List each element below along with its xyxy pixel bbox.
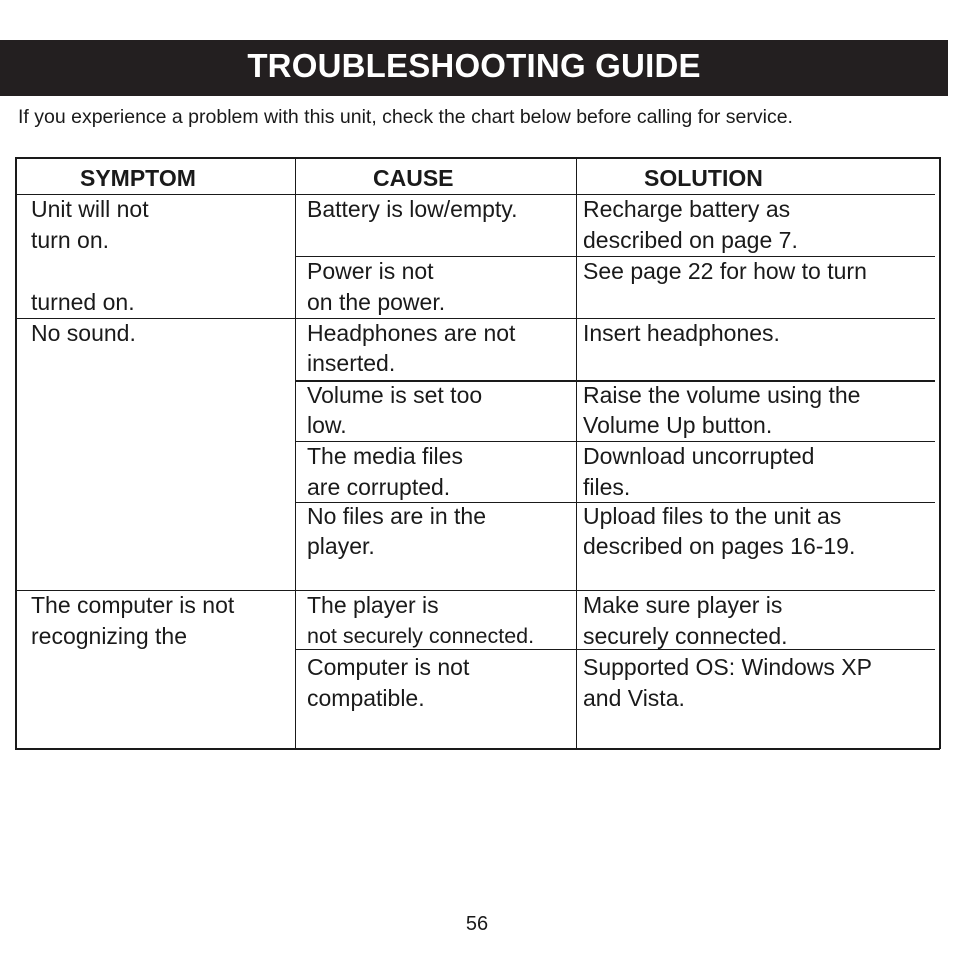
symptom-text: No sound. bbox=[31, 320, 136, 346]
cause-text: inserted. bbox=[307, 350, 396, 376]
intro-text: If you experience a problem with this unit, check the chart below before calling for service. bbox=[18, 106, 793, 128]
page-number: 56 bbox=[465, 913, 489, 935]
header-solution: SOLUTION bbox=[644, 165, 763, 191]
cause-text: The media files bbox=[307, 443, 463, 469]
solution-text: and Vista. bbox=[583, 685, 685, 711]
solution-text: securely connected. bbox=[583, 623, 788, 649]
table-border-top bbox=[15, 157, 940, 159]
header-cause: CAUSE bbox=[373, 165, 454, 191]
page-title: TROUBLESHOOTING GUIDE bbox=[247, 47, 701, 84]
cause-text: not securely connected. bbox=[307, 624, 535, 648]
table-border-right bbox=[939, 157, 941, 749]
solution-text: Download uncorrupted bbox=[583, 443, 815, 469]
cause-text: Headphones are not bbox=[307, 320, 516, 346]
cause-text: The player is bbox=[307, 592, 439, 618]
symptom-text: turned on. bbox=[31, 289, 135, 315]
cause-text: Computer is not bbox=[307, 654, 470, 680]
symptom-text: turn on. bbox=[31, 227, 109, 253]
solution-text: Raise the volume using the bbox=[583, 382, 861, 408]
cause-text: Power is not bbox=[307, 258, 434, 284]
cause-text: player. bbox=[307, 533, 375, 559]
symptom-text: Unit will not bbox=[31, 196, 149, 222]
solution-text: described on page 7. bbox=[583, 227, 798, 253]
solution-text: Volume Up button. bbox=[583, 412, 773, 438]
symptom-text: recognizing the bbox=[31, 623, 187, 649]
column-divider-2 bbox=[576, 157, 577, 749]
cause-text: compatible. bbox=[307, 685, 425, 711]
table-border-bottom bbox=[15, 748, 940, 750]
solution-text: Recharge battery as bbox=[583, 196, 791, 222]
cause-text: on the power. bbox=[307, 289, 446, 315]
solution-text: Supported OS: Windows XP bbox=[583, 654, 872, 680]
cause-text: low. bbox=[307, 412, 347, 438]
solution-text: Insert headphones. bbox=[583, 320, 780, 346]
solution-text: Make sure player is bbox=[583, 592, 783, 618]
cause-text: No files are in the bbox=[307, 503, 486, 529]
solution-text: described on pages 16-19. bbox=[583, 533, 856, 559]
table-border-left bbox=[15, 157, 17, 749]
symptom-text: The computer is not bbox=[31, 592, 235, 618]
header-symptom: SYMPTOM bbox=[80, 165, 196, 191]
cause-text: are corrupted. bbox=[307, 474, 451, 500]
cause-text: Battery is low/empty. bbox=[307, 196, 518, 222]
cause-text: Volume is set too bbox=[307, 382, 483, 408]
solution-text: files. bbox=[583, 474, 631, 500]
column-divider-1 bbox=[295, 157, 296, 749]
solution-text: See page 22 for how to turn bbox=[583, 258, 867, 284]
solution-text: Upload files to the unit as bbox=[583, 503, 842, 529]
